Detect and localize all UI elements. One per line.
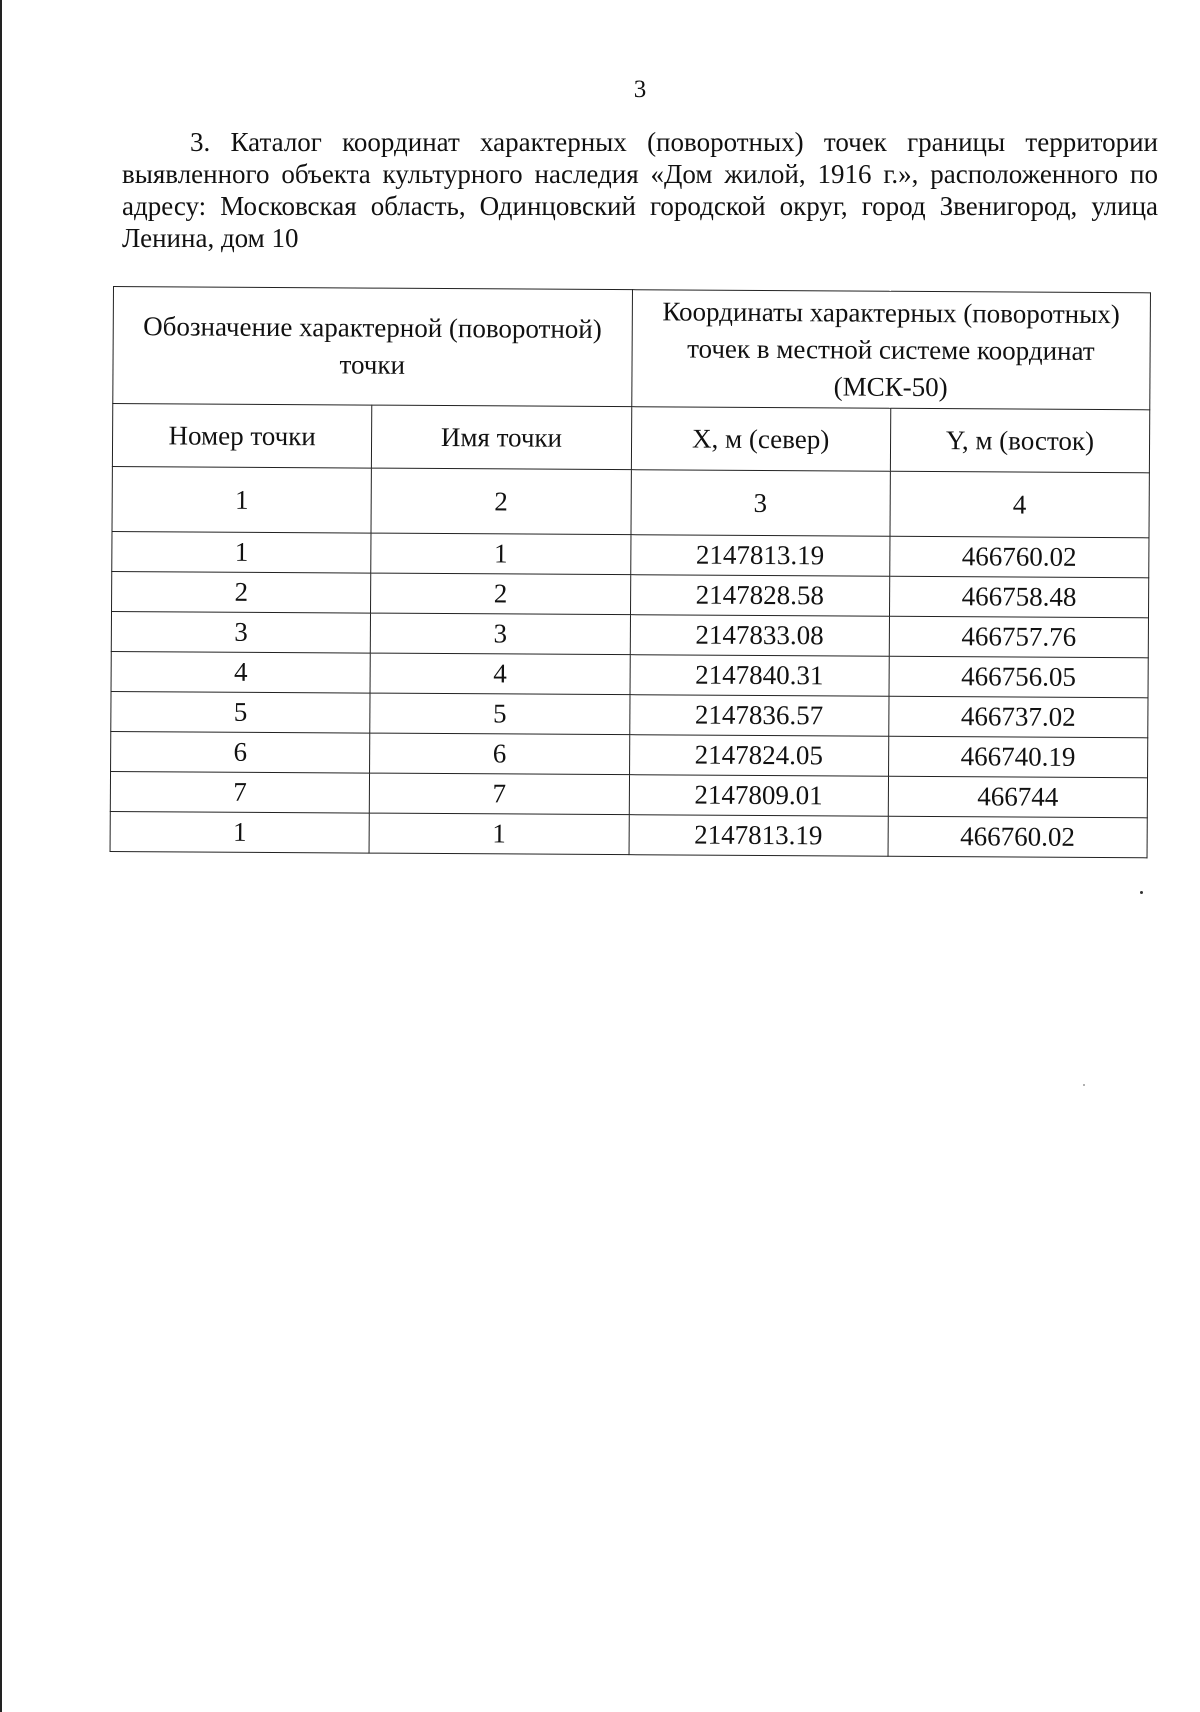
point-number-cell: 1 <box>110 811 369 853</box>
point-name-cell: 3 <box>371 613 630 655</box>
y-coordinate-cell: 466760.02 <box>888 816 1147 858</box>
point-number-header: Номер точки <box>112 404 372 469</box>
y-coordinate-cell: 466757.76 <box>889 616 1148 658</box>
table-row <box>111 651 1148 697</box>
y-coordinate-cell: 466760.02 <box>889 536 1148 578</box>
y-coordinate-cell: 466756.05 <box>889 656 1148 698</box>
x-coordinate-header: X, м (север) <box>631 407 891 472</box>
point-number-cell: 2 <box>112 571 371 613</box>
table-column-number-row <box>112 466 1149 537</box>
y-coordinate-cell: 466758.48 <box>889 576 1148 618</box>
table-row <box>111 731 1148 777</box>
point-number-cell: 5 <box>111 691 370 733</box>
page-edge <box>0 0 2 1712</box>
point-name-cell: 1 <box>371 533 630 575</box>
x-coordinate-cell: 2147824.05 <box>629 735 888 777</box>
x-coordinate-cell: 2147840.31 <box>630 655 889 697</box>
column-number: 1 <box>112 466 372 533</box>
point-designation-header: Обозначение характерной (поворотной) точки <box>113 287 632 407</box>
x-coordinate-cell: 2147833.08 <box>630 615 889 657</box>
x-coordinate-cell: 2147828.58 <box>630 575 889 617</box>
table-column-header-row <box>112 404 1149 473</box>
table-row <box>112 571 1149 617</box>
point-name-cell: 1 <box>369 813 628 855</box>
scan-speck <box>1083 1084 1085 1086</box>
point-number-cell: 7 <box>110 771 369 813</box>
coordinates-table <box>110 286 1151 858</box>
page-number: 3 <box>633 76 647 103</box>
point-name-cell: 6 <box>370 733 629 775</box>
column-number: 2 <box>371 468 631 535</box>
x-coordinate-cell: 2147836.57 <box>629 695 888 737</box>
point-number-cell: 3 <box>111 611 370 653</box>
point-number-cell: 4 <box>111 651 370 693</box>
table-row <box>112 531 1149 577</box>
y-coordinate-header: Y, м (восток) <box>890 408 1150 473</box>
coordinates-header: Координаты характерных (поворотных) точек в местной системе координат (МСК-50) <box>631 290 1150 410</box>
point-name-header: Имя точки <box>372 405 632 470</box>
point-name-cell: 5 <box>370 693 629 735</box>
y-coordinate-cell: 466737.02 <box>889 696 1148 738</box>
column-number: 3 <box>630 470 890 537</box>
y-coordinate-cell: 466744 <box>888 776 1147 818</box>
x-coordinate-cell: 2147813.19 <box>629 815 888 857</box>
column-number: 4 <box>890 471 1150 538</box>
table-row <box>111 611 1148 657</box>
catalog-caption: 3. Каталог координат характерных (поворотных) точек границы территории выявленного объекта культурного наследия «Дом жилой, 1916 г.», расположенного по адресу: Московская область, Одинцовский городской округ, город Звенигород, улица Ленина, дом 10 <box>122 127 1158 253</box>
table-row <box>110 811 1147 857</box>
y-coordinate-cell: 466740.19 <box>888 736 1147 778</box>
table-group-header-row <box>113 287 1151 410</box>
table-row <box>110 771 1147 817</box>
point-number-cell: 1 <box>112 531 371 573</box>
table-row <box>111 691 1148 737</box>
point-name-cell: 2 <box>371 573 630 615</box>
x-coordinate-cell: 2147809.01 <box>629 775 888 817</box>
x-coordinate-cell: 2147813.19 <box>630 535 889 577</box>
point-number-cell: 6 <box>111 731 370 773</box>
point-name-cell: 7 <box>370 773 629 815</box>
scan-speck <box>1140 891 1143 894</box>
point-name-cell: 4 <box>370 653 629 695</box>
